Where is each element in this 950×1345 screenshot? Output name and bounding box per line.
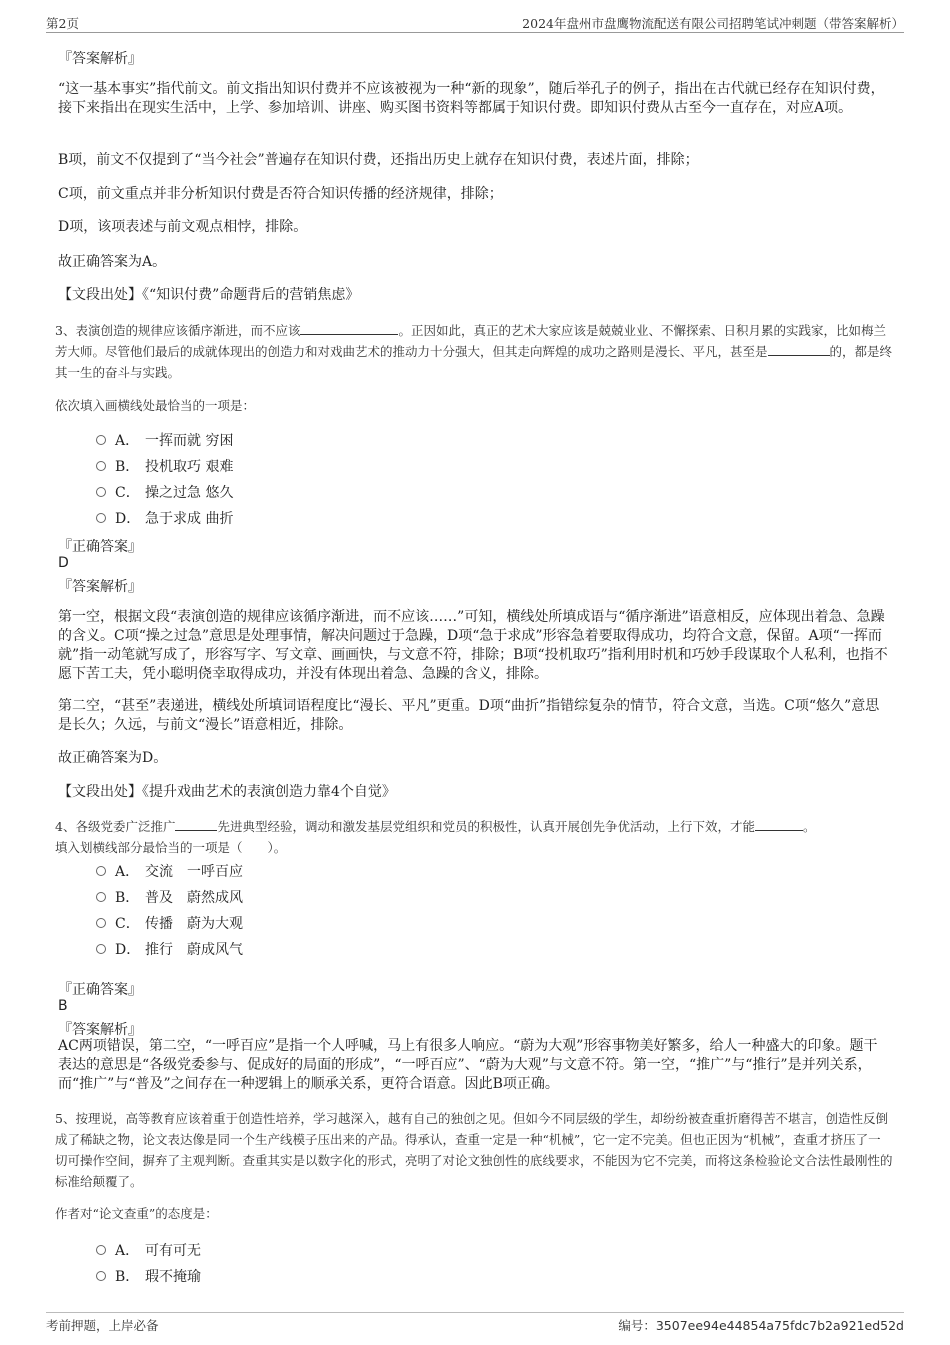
radio-icon[interactable] [96, 1271, 106, 1281]
q4-prompt: 填入划横线部分最恰当的一项是（ ）。 [55, 840, 287, 855]
q3-correct-answer: D [58, 555, 69, 571]
q5-prompt: 作者对“论文查重”的态度是： [55, 1206, 218, 1221]
q4-option-d[interactable]: D． 推行 蔚成风气 [96, 939, 243, 959]
q2-analysis-p4: D项，该项表述与前文观点相悖，排除。 [58, 219, 308, 235]
q2-analysis-p1: “这一基本事实”指代前文。前文指出知识付费并不应该被视为一种“新的现象”，随后举孔子的例子，指出在古代就已经存在知识付费，接下来指出在现实生活中，上学、参加培训、讲座、购买图书资料等都属于知识付费。即知识付费从古至今一直存在，对应A项。 [58, 81, 885, 116]
q2-source: 【文段出处】《“知识付费”命题背后的营销焦虑》 [58, 287, 360, 303]
q3-analysis-label: 『答案解析』 [58, 579, 142, 595]
q3-prompt: 依次填入画横线处最恰当的一项是： [55, 398, 256, 413]
q3-conclusion: 故正确答案为D。 [58, 750, 168, 766]
q4-option-c[interactable]: C． 传播 蔚为大观 [96, 913, 243, 933]
page-footer [46, 1312, 904, 1333]
q3-source: 【文段出处】《提升戏曲艺术的表演创造力靠4个自觉》 [58, 784, 396, 800]
q4-analysis-label: 『答案解析』 [58, 1022, 142, 1038]
q5-stem: 5、按理说，高等教育应该着重于创造性培养，学习越深入，越有自己的独创之见。但如今不同层级的学生，却纷纷被查重折磨得苦不堪言，创造性反倒成了稀缺之物，论文表达像是同一个生产线模子压出来的产品。得承认，查重一定是一种“机械”，它一定不完美。但也正因为“机械”，查重才挤压了一切可操作空间，摒弃了主观判断。查重其实是以数字化的形式，亮明了对论文独创性的底线要求，不能因为它不完美，而将这条检验论文合法性最刚性的标准给颠覆了。 [55, 1111, 893, 1189]
radio-icon[interactable] [96, 487, 106, 497]
q2-conclusion: 故正确答案为A。 [58, 254, 167, 270]
radio-icon[interactable] [96, 461, 106, 471]
page-number: 第2页 [46, 16, 79, 31]
page-header [46, 14, 904, 33]
footer-slogan: 考前押题，上岸必备 [46, 1318, 159, 1333]
q3-analysis-p2: 第二空，“甚至”表递进，横线处所填词语程度比“漫长、平凡”更重。D项“曲折”指错综复杂的情节，符合文意，当选。C项“悠久”意思是长久；久远，与前文“漫长”语意相近，排除。 [58, 698, 880, 733]
radio-icon[interactable] [96, 892, 106, 902]
q3-option-c[interactable]: C． 操之过急 悠久 [96, 482, 233, 502]
radio-icon[interactable] [96, 1245, 106, 1255]
blank-line [300, 321, 398, 335]
radio-icon[interactable] [96, 918, 106, 928]
radio-icon[interactable] [96, 435, 106, 445]
q3-option-a[interactable]: A． 一挥而就 穷困 [96, 430, 233, 450]
radio-icon[interactable] [96, 944, 106, 954]
q4-correct-answer: B [58, 998, 68, 1014]
q3-option-b[interactable]: B． 投机取巧 艰难 [96, 456, 233, 476]
q3-analysis-p1: 第一空，根据文段“表演创造的规律应该循序渐进，而不应该……”可知，横线处所填成语与“循序渐进”语意相反，应体现出着急、急躁的含义。C项“操之过急”意思是处理事情，解决问题过于急躁，D项“急于求成”形容急着要取得成功，均符合文意，保留。A项“一挥而就”指一动笔就写成了，形容写字、写文章、画画快，与文意不符，排除；B项“投机取巧”指利用时机和巧妙手段谋取个人私利，也指不愿下苦工夫，凭小聪明侥幸取得成功，并没有体现出着急、急躁的含义，排除。 [58, 609, 888, 682]
q2-analysis-label: 『答案解析』 [58, 51, 142, 67]
blank-line [768, 342, 830, 356]
blank-line [755, 817, 803, 831]
q4-option-b[interactable]: B． 普及 蔚然成风 [96, 887, 243, 907]
q5-option-a[interactable]: A． 可有可无 [96, 1240, 201, 1260]
q2-analysis-p2: B项，前文不仅提到了“当今社会”普遍存在知识付费，还指出历史上就存在知识付费，表述片面，排除； [58, 152, 699, 168]
q4-correct-label: 『正确答案』 [58, 982, 142, 998]
footer-code: 编号：3507ee94e44854a75fdc7b2a921ed52d [618, 1318, 904, 1333]
q4-stem: 4、各级党委广泛推广 先进典型经验，调动和激发基层党组织和党员的积极性，认真开展创先争优活动，上行下效，才能 。 [55, 819, 816, 834]
document-title: 2024年盘州市盘鹰物流配送有限公司招聘笔试冲刺题（带答案解析） [522, 16, 904, 31]
q4-option-a[interactable]: A． 交流 一呼百应 [96, 861, 243, 881]
q2-analysis-p3: C项，前文重点并非分析知识付费是否符合知识传播的经济规律，排除； [58, 186, 503, 202]
radio-icon[interactable] [96, 866, 106, 876]
q4-analysis-p1: AC两项错误，第二空，“一呼百应”是指一个人呼喊，马上有很多人响应。“蔚为大观”形容事物美好繁多，给人一种盛大的印象。题干表达的意思是“各级党委参与、促成好的局面的形成”，“一呼百应”、“蔚为大观”与文意不符。第一空，“推广”与“推行”是并列关系，而“推广”与“普及”之间存在一种逻辑上的顺承关系，更符合语意。因此B项正确。 [58, 1038, 878, 1092]
q5-option-b[interactable]: B． 瑕不掩瑜 [96, 1266, 201, 1286]
q3-option-d[interactable]: D． 急于求成 曲折 [96, 508, 233, 528]
radio-icon[interactable] [96, 513, 106, 523]
q3-stem: 3、表演创造的规律应该循序渐进，而不应该 。正因如此，真正的艺术大家应该是兢兢业业、不懈探索、日积月累的实践家，比如梅兰芳大师。尽管他们最后的成就体现出的创造力和对戏曲艺术的推动力十分强大，但其走向辉煌的成功之路则是漫长、平凡，甚至是 的，都是终其一生的奋斗与实践。 [55, 323, 893, 380]
q3-correct-label: 『正确答案』 [58, 539, 142, 555]
blank-line [175, 817, 217, 831]
